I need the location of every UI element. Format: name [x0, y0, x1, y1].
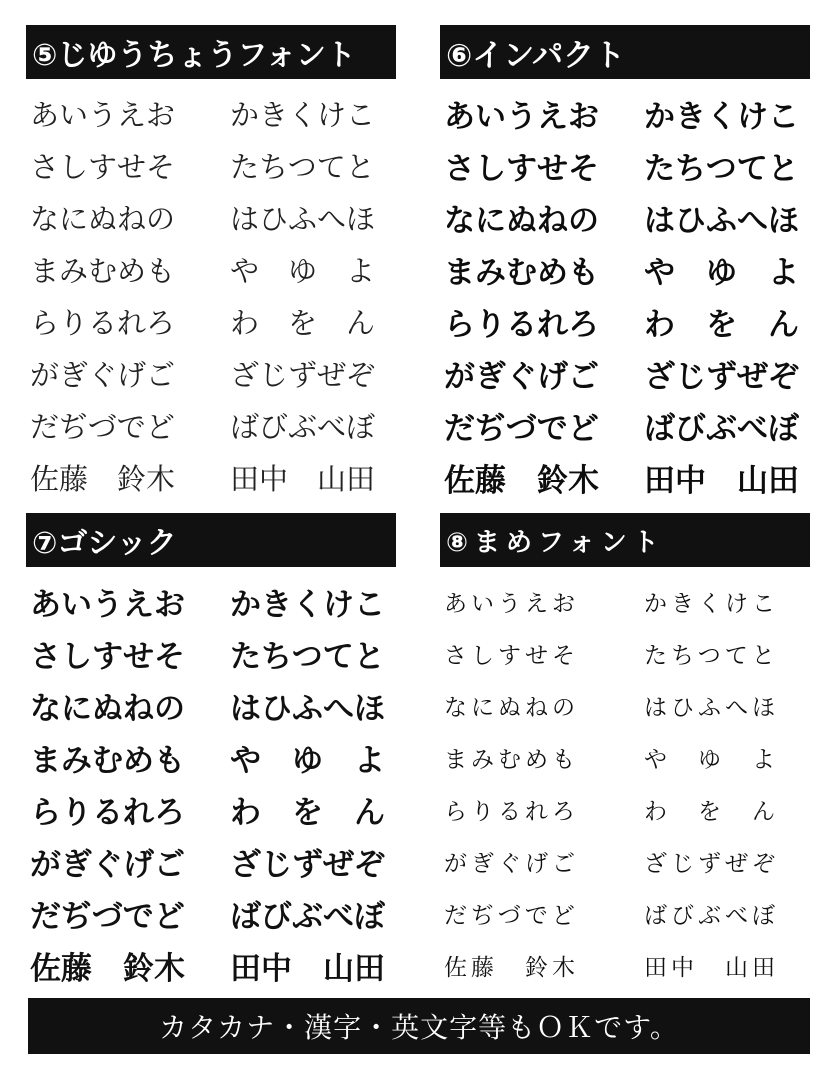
- sample-right: たちつてと: [644, 642, 779, 669]
- sample-right: 田中 山田: [230, 950, 385, 986]
- sample-left: なにぬねの: [444, 202, 599, 239]
- sample-row: [26, 887, 396, 939]
- sample-left: まみむめも: [444, 746, 579, 773]
- sample-right: ざじずぜぞ: [230, 357, 376, 392]
- sample-row: [26, 575, 396, 627]
- sample-right: 田中 山田: [644, 954, 779, 981]
- footer-text: カタカナ・漢字・英文字等もＯＫです。: [159, 1011, 679, 1044]
- sample-left: あいうえお: [30, 586, 185, 622]
- sample-row: [26, 139, 396, 191]
- sample-row: [440, 887, 810, 939]
- sample-right: ばびぶべぼ: [230, 409, 376, 444]
- sample-left: まみむめも: [30, 742, 185, 778]
- sample-left: だぢづでど: [444, 902, 579, 929]
- sample-left: あいうえお: [30, 97, 176, 132]
- sample-right: たちつてと: [644, 150, 799, 187]
- sample-row: [440, 139, 810, 191]
- sample-row: [440, 347, 810, 399]
- sample-row: [440, 679, 810, 731]
- sample-row: [26, 87, 396, 139]
- sample-row: [26, 191, 396, 243]
- sample-row: [26, 451, 396, 503]
- sample-row: [440, 835, 810, 887]
- sample-row: [440, 451, 810, 503]
- sample-right: かきくけこ: [230, 586, 385, 622]
- sample-right: ざじずぜぞ: [644, 358, 799, 395]
- sample-row: [440, 87, 810, 139]
- sample-left: なにぬねの: [444, 694, 579, 721]
- sample-left: さしすせそ: [444, 642, 579, 669]
- sample-right: ざじずぜぞ: [230, 846, 385, 882]
- sample-right: ばびぶべぼ: [230, 898, 385, 934]
- sample-row: [440, 399, 810, 451]
- sample-left: がぎぐげご: [30, 357, 176, 392]
- font-sample-panel-8: [440, 513, 810, 991]
- panel-title: ⑤じゆうちょうフォント: [26, 25, 396, 79]
- sample-left: なにぬねの: [30, 201, 176, 236]
- sample-row: [26, 295, 396, 347]
- sample-rows: [440, 575, 810, 991]
- sample-left: らりるれろ: [444, 798, 579, 825]
- sample-row: [440, 575, 810, 627]
- font-sample-panel-7: [26, 513, 396, 991]
- sample-row: [26, 399, 396, 451]
- sample-row: [26, 243, 396, 295]
- sample-left: らりるれろ: [30, 305, 176, 340]
- sample-rows: [26, 87, 396, 503]
- sample-row: [440, 295, 810, 347]
- sample-row: [26, 627, 396, 679]
- sample-left: 佐藤 鈴木: [444, 462, 599, 499]
- panel-title: ⑦ゴシック: [26, 513, 396, 567]
- sample-row: [440, 627, 810, 679]
- sample-right: 田中 山田: [644, 462, 799, 499]
- sample-row: [26, 939, 396, 991]
- sample-right: や ゆ よ: [644, 746, 779, 773]
- sample-left: らりるれろ: [30, 794, 185, 830]
- sample-right: ばびぶべぼ: [644, 902, 779, 929]
- sample-left: まみむめも: [444, 254, 599, 291]
- panel-title: ⑥インパクト: [440, 25, 810, 79]
- sample-right: かきくけこ: [230, 97, 376, 132]
- sample-right: ざじずぜぞ: [644, 850, 779, 877]
- sample-rows: [440, 87, 810, 503]
- sample-row: [440, 783, 810, 835]
- sample-row: [440, 731, 810, 783]
- font-sample-panel-6: [440, 25, 810, 503]
- sample-right: わ を ん: [644, 306, 799, 343]
- sample-right: ばびぶべぼ: [644, 410, 799, 447]
- sample-left: さしすせそ: [30, 638, 185, 674]
- sample-rows: [26, 575, 396, 991]
- footer-banner: [28, 998, 810, 1054]
- sample-row: [26, 347, 396, 399]
- sample-right: はひふへほ: [644, 202, 799, 239]
- sample-left: がぎぐげご: [444, 850, 579, 877]
- panel-title: ⑧まめフォント: [440, 513, 810, 567]
- sample-left: がぎぐげご: [444, 358, 599, 395]
- sample-right: はひふへほ: [230, 201, 376, 236]
- sample-right: や ゆ よ: [230, 253, 376, 288]
- sample-left: さしすせそ: [444, 150, 599, 187]
- font-sample-panel-5: [26, 25, 396, 503]
- sample-right: はひふへほ: [230, 690, 385, 726]
- sample-left: がぎぐげご: [30, 846, 185, 882]
- sample-row: [26, 835, 396, 887]
- sample-right: わ を ん: [230, 794, 385, 830]
- sample-left: だぢづでど: [30, 898, 185, 934]
- sample-right: 田中 山田: [230, 461, 376, 496]
- sample-right: わ を ん: [230, 305, 376, 340]
- sample-right: や ゆ よ: [230, 742, 385, 778]
- sample-right: はひふへほ: [644, 694, 779, 721]
- sample-row: [440, 243, 810, 295]
- sample-left: だぢづでど: [30, 409, 175, 444]
- sample-right: や ゆ よ: [644, 254, 799, 291]
- sample-right: たちつてと: [230, 149, 375, 184]
- sample-left: だぢづでど: [444, 410, 599, 447]
- sample-left: あいうえお: [444, 98, 599, 135]
- sample-right: かきくけこ: [644, 590, 779, 617]
- sample-row: [26, 783, 396, 835]
- sample-left: 佐藤 鈴木: [444, 954, 579, 981]
- sample-row: [26, 731, 396, 783]
- sample-right: たちつてと: [230, 638, 385, 674]
- sample-row: [440, 191, 810, 243]
- sample-right: かきくけこ: [644, 98, 799, 135]
- sample-left: あいうえお: [444, 590, 579, 617]
- sample-left: 佐藤 鈴木: [30, 950, 185, 986]
- sample-right: わ を ん: [644, 798, 779, 825]
- sample-row: [440, 939, 810, 991]
- sample-left: なにぬねの: [30, 690, 185, 726]
- sample-left: らりるれろ: [444, 306, 599, 343]
- sample-left: 佐藤 鈴木: [30, 461, 176, 496]
- sample-left: さしすせそ: [30, 149, 176, 184]
- sample-row: [26, 679, 396, 731]
- sample-left: まみむめも: [30, 253, 176, 288]
